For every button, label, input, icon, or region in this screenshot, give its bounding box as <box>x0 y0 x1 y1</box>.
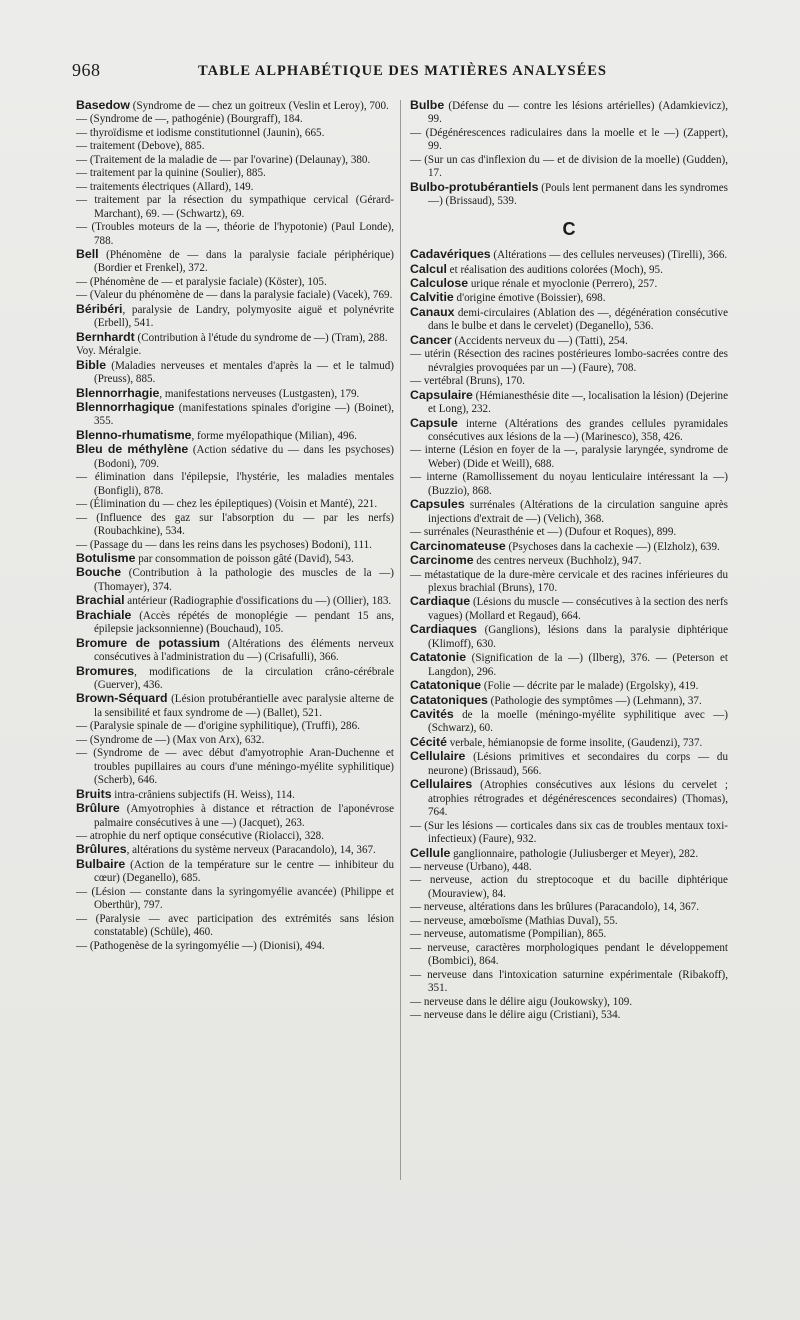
index-entry <box>76 734 394 747</box>
entry-text: de la moelle (méningo-myélite syphilitique avec —) (Schwarz), 60. <box>428 709 728 735</box>
index-entry <box>76 552 394 566</box>
entry-text: — (Paralysie — avec participation des extrémités sans lésion constatable) (Schüle), 460. <box>76 912 394 939</box>
right-column <box>410 99 728 1022</box>
entry-text: (Atrophies consécutives aux lésions du cervelet ; atrophies rétrogrades et dégénérescences secondaires) (Thomas), 764. <box>428 779 728 819</box>
index-entry <box>76 167 394 180</box>
index-entry <box>76 539 394 552</box>
entry-headword: Blennorrhagie <box>76 385 160 400</box>
index-entry <box>76 181 394 194</box>
entry-text: — nerveuse dans l'intoxication saturnine expérimentale (Ribakoff), 351. <box>410 968 728 995</box>
entry-text: (Lésions du muscle — consécutives à la section des nerfs vagues) (Mollard et Regaud), 664. <box>428 596 728 622</box>
index-entry <box>76 99 394 113</box>
index-entry <box>76 566 394 594</box>
entry-headword: Basedow <box>76 98 130 112</box>
index-entry <box>410 942 728 969</box>
entry-headword: Bulbe <box>410 98 445 112</box>
index-entry <box>410 291 728 305</box>
entry-text: — (Sur un cas d'inflexion du — et de division de la moelle) (Gudden), 17. <box>410 153 728 180</box>
entry-text: (Action de la température sur le centre — inhibiteur du cœur) (Deganello), 685. <box>94 858 394 885</box>
entry-text: — (Traitement de la maladie de — par l'ovarine) (Delaunay), 380. <box>76 153 371 166</box>
entry-text: (manifestations spinales d'origine —) (Boinet), 355. <box>94 401 394 428</box>
entry-text: — (Phénomène de — et paralysie faciale) (Köster), 105. <box>76 275 327 288</box>
entry-text: — (Passage du — dans les reins dans les psychoses) Bodoni), 111. <box>76 538 372 551</box>
entry-headword: Bouche <box>76 565 122 580</box>
entry-text: (Psychoses dans la cachexie —) (Elzholz), 639. <box>505 540 720 553</box>
entry-text: — nerveuse dans le délire aigu (Cristiani), 534. <box>410 1009 621 1021</box>
entry-headword: Capsule <box>410 415 458 430</box>
entry-text: verbale, hémianopsie de forme insolite, (Gaudenzi), 737. <box>446 736 703 749</box>
index-entry <box>410 778 728 819</box>
index-entry <box>410 154 728 181</box>
entry-text: — interne (Lésion en foyer de la —, paralysie laryngée, syndrome de Weber) (Dide et Weill), 688. <box>410 444 728 470</box>
entry-text: ganglionnaire, pathologie (Juliusberger et Meyer), 282. <box>450 847 699 860</box>
index-entry <box>76 289 394 302</box>
entry-headword: Bulbo-protubérantiels <box>410 179 539 194</box>
entry-text: — (Valeur du phénomène de — dans la paralysie faciale) (Vacek), 769. <box>76 289 393 302</box>
index-entry <box>76 913 394 940</box>
index-entry <box>76 248 394 276</box>
index-entry <box>76 127 394 140</box>
index-entry <box>76 830 394 843</box>
entry-text: — (Élimination du — chez les épileptiques) (Voisin et Manté), 221. <box>76 498 378 511</box>
index-entry <box>410 847 728 861</box>
entry-text: (Lésion protubérantielle avec paralysie alterne de la sensibilité et faux syndrome de —) (Ballet), 521. <box>94 693 394 719</box>
entry-text: — nerveuse, caractères morphologiques pendant le développement (Bombici), 864. <box>410 941 728 968</box>
index-entry <box>76 387 394 401</box>
entry-text: — vertébral (Bruns), 170. <box>410 375 525 388</box>
entry-headword: Cavités <box>410 707 454 722</box>
entry-text: urique rénale et myoclonie (Perrero), 257. <box>468 277 658 290</box>
index-entry <box>76 331 394 345</box>
index-entry <box>410 417 728 445</box>
entry-text: des centres nerveux (Buchholz), 947. <box>473 555 642 568</box>
index-entry <box>76 788 394 802</box>
index-entry <box>410 263 728 277</box>
entry-text: et réalisation des auditions colorées (Moch), 95. <box>446 263 663 276</box>
index-entry <box>410 679 728 693</box>
index-entry <box>410 651 728 679</box>
index-entry <box>76 471 394 498</box>
entry-text: demi-circulaires (Ablation des —, dégénération consécutive dans le bulbe et dans le cervelet) (Deganello), 536. <box>428 306 728 333</box>
entry-headword: Carcinome <box>410 553 474 568</box>
left-column <box>76 99 394 953</box>
entry-text: — (Influence des gaz sur l'absorption du — par les nerfs) (Roubachkine), 534. <box>76 511 394 538</box>
entry-headword: Cellule <box>410 845 451 860</box>
index-entry <box>410 750 728 778</box>
entry-headword: Brachiale <box>76 607 132 622</box>
entry-text: — (Sur les lésions — corticales dans six cas de troubles mentaux toxi-infectieux) (Faure), 932. <box>410 819 728 846</box>
entry-headword: Brachial <box>76 593 125 608</box>
entry-text: (Maladies nerveuses et mentales d'après la — et le talmud) (Preuss), 885. <box>94 359 394 386</box>
entry-headword: Cécité <box>410 734 447 749</box>
entry-headword: Brown-Séquard <box>76 691 168 706</box>
index-entry <box>410 554 728 568</box>
entry-text: , paralysie de Landry, polymyosite aiguë et polynévrite (Erbell), 541. <box>94 303 394 330</box>
entry-text: — nerveuse dans le délire aigu (Joukowsky), 109. <box>410 995 633 1008</box>
entry-text: — utérin (Résection des racines postérieures lombo-sacrées contre des névralgies provoquées par un —) (Faure), 708. <box>410 348 728 374</box>
index-entry <box>410 623 728 651</box>
index-entry <box>410 498 728 526</box>
entry-text: (Phénomène de — dans la paralysie faciale périphérique) (Bordier et Frenkel), 372. <box>94 248 394 275</box>
index-entry <box>410 874 728 901</box>
index-entry <box>410 127 728 154</box>
index-entry <box>76 692 394 720</box>
entry-text: intra-crâniens subjectifs (H. Weiss), 114. <box>111 788 295 801</box>
entry-text: interne (Altérations des grandes cellules pyramidales consécutives aux lésions de la —) (Marinesco), 358, 426. <box>428 417 728 443</box>
entry-text: — nerveuse, amœboïsme (Mathias Duval), 55. <box>410 914 618 927</box>
index-entry <box>410 861 728 874</box>
page-title: TABLE ALPHABÉTIQUE DES MATIÈRES ANALYSÉES <box>198 63 607 79</box>
index-entry <box>410 348 728 375</box>
entry-text: d'origine émotive (Boissier), 698. <box>453 292 606 305</box>
index-entry <box>410 915 728 928</box>
index-entry <box>76 802 394 830</box>
entry-text: — traitement par la résection du sympathique cervical (Gérard-Marchant), 69. — (Schwartz), 69. <box>76 194 394 220</box>
index-entry <box>410 708 728 736</box>
entry-headword: Bruits <box>76 786 112 801</box>
entry-text: — métastatique de la dure-mère cervicale et des racines inférieures du plexus brachial (Bruns), 170. <box>410 568 728 594</box>
entry-headword: Bromures <box>76 663 135 678</box>
index-entry <box>76 401 394 429</box>
entry-text: — nerveuse (Urbano), 448. <box>410 861 532 874</box>
entry-text: — (Troubles moteurs de la —, théorie de l'hypotonie) (Paul Londe), 788. <box>76 221 394 247</box>
index-entry <box>76 747 394 787</box>
entry-text: (Hémianesthésie dite —, localisation la lésion) (Dejerine et Long), 232. <box>428 389 728 416</box>
entry-text: (Pouls lent permanent dans les syndromes —) (Brissaud), 539. <box>428 181 728 208</box>
entry-text: (Lésions primitives et secondaires du corps — du neurone) (Brissaud), 566. <box>428 751 728 777</box>
index-entry <box>76 609 394 637</box>
entry-headword: Cellulaire <box>410 749 466 764</box>
index-entry <box>410 820 728 847</box>
index-entry <box>410 1009 728 1022</box>
entry-text: — nerveuse, automatisme (Pompilian), 865. <box>410 928 607 941</box>
index-entry <box>76 303 394 331</box>
index-entry <box>410 375 728 388</box>
entry-headword: Bell <box>76 246 99 261</box>
index-entry <box>76 194 394 221</box>
entry-text: — (Dégénérescences radiculaires dans la moelle et le —) (Zappert), 99. <box>410 126 728 153</box>
right-column-c-entries <box>410 248 728 1022</box>
entry-text: — traitement (Debove), 885. <box>76 140 205 153</box>
index-entry <box>410 969 728 996</box>
entry-headword: Béribéri <box>76 301 123 316</box>
entry-text: — traitement par la quinine (Soulier), 885. <box>76 167 266 180</box>
entry-text: — surrénales (Neurasthénie et —) (Dufour et Roques), 899. <box>410 526 677 539</box>
index-entry <box>410 526 728 539</box>
index-entry <box>410 277 728 291</box>
entry-text: (Folie — décrite par le malade) (Ergolsky), 419. <box>481 680 699 693</box>
entry-text: — (Lésion — constante dans la syringomyélie avancée) (Philippe et Oberthür), 797. <box>76 885 394 912</box>
entry-headword: Bible <box>76 357 107 372</box>
index-entry <box>410 569 728 596</box>
index-entry <box>410 306 728 334</box>
entry-headword: Calcul <box>410 261 447 276</box>
entry-headword: Bleu de méthylène <box>76 442 189 457</box>
index-entry <box>76 221 394 248</box>
entry-text: — traitements électriques (Allard), 149. <box>76 180 254 193</box>
index-entry <box>76 359 394 387</box>
index-entry <box>76 594 394 608</box>
entry-text: (Altérations des éléments nerveux consécutives à l'administration du —) (Crisafulli), 366. <box>94 637 394 664</box>
entry-headword: Blenno-rhumatisme <box>76 427 192 442</box>
entry-text: — nerveuse, altérations dans les brûlures (Paracandolo), 14, 367. <box>410 901 699 914</box>
entry-text: (Défense du — contre les lésions artérielles) (Adamkievicz), 99. <box>428 100 728 126</box>
index-entry <box>410 540 728 554</box>
index-entry <box>76 512 394 539</box>
entry-headword: Cardiaques <box>410 622 477 637</box>
entry-headword: Cellulaires <box>410 777 473 792</box>
index-entry <box>410 471 728 498</box>
index-entry <box>410 694 728 708</box>
index-entry <box>410 389 728 417</box>
index-entry <box>76 154 394 167</box>
index-entry <box>410 444 728 471</box>
index-entry <box>76 886 394 913</box>
entry-text: par consommation de poisson gâté (David), 543. <box>135 552 354 565</box>
entry-text: (Signification de la —) (Ilberg), 376. — (Peterson et Langdon), 296. <box>428 652 728 678</box>
entry-text: surrénales (Altérations de la circulation sanguine après injections d'extrait de —) (Velich), 368. <box>428 499 728 525</box>
entry-headword: Brûlures <box>76 842 127 857</box>
index-entry <box>76 498 394 511</box>
column-divider <box>400 100 401 1180</box>
index-entry <box>76 113 394 126</box>
entry-headword: Blennorrhagique <box>76 399 175 414</box>
section-letter: C <box>562 218 576 239</box>
entry-text: , altérations du système nerveux (Paracandolo), 14, 367. <box>126 844 376 857</box>
entry-text: — nerveuse, action du streptocoque et du bacille diphtérique (Mouraview), 84. <box>410 874 728 900</box>
right-column-b-entries <box>410 99 728 209</box>
index-entry <box>76 637 394 665</box>
entry-text: — (Pathogenèse de la syringomyélie —) (Dionisi), 494. <box>76 939 325 952</box>
index-entry <box>410 334 728 348</box>
entry-text: , manifestations nerveuses (Lustgasten), 179. <box>159 387 360 400</box>
entry-headword: Capsulaire <box>410 387 473 402</box>
entry-headword: Calculose <box>410 275 469 290</box>
entry-text: (Amyotrophies à distance et rétraction de l'aponévrose palmaire consécutives à une —) (Jacquet), 263. <box>94 803 394 829</box>
entry-text: (Ganglions), lésions dans la paralysie diphtérique (Klimoff), 630. <box>428 624 728 650</box>
entry-headword: Catatoniques <box>410 692 488 707</box>
entry-text: — élimination dans l'épilepsie, l'hystérie, les maladies mentales (Bonfigli), 878. <box>76 471 394 497</box>
entry-headword: Canaux <box>410 304 455 319</box>
index-entry <box>76 443 394 471</box>
entry-text: (Altérations — des cellules nerveuses) (Tirelli), 366. <box>490 249 728 262</box>
index-entry <box>76 940 394 953</box>
entry-text: (Contribution à la pathologie des muscles de la —) (Thomayer), 374. <box>94 567 394 593</box>
index-entry <box>76 140 394 153</box>
running-head <box>70 60 730 84</box>
index-entry <box>76 429 394 443</box>
entry-headword: Cancer <box>410 332 452 347</box>
entry-text: Voy. Méralgie. <box>76 345 142 358</box>
index-entry <box>410 181 728 209</box>
entry-text: , modifications de la circulation crâno-cérébrale (Guerver), 436. <box>94 665 394 692</box>
index-entry <box>76 843 394 857</box>
index-entry <box>76 665 394 693</box>
index-entry <box>410 928 728 941</box>
entry-text: — (Paralysie spinale de — d'origine syphilitique), (Truffi), 286. <box>76 720 360 733</box>
entry-text: (Pathologie des symptômes —) (Lehmann), 37. <box>487 694 702 707</box>
entry-text: (Accidents nerveux du —) (Tatti), 254. <box>451 334 628 347</box>
entry-text: (Accès répétés de monoplégie — pendant 15 ans, épilepsie jacksonnienne) (Bouchaud), 105. <box>94 609 394 636</box>
entry-headword: Capsules <box>410 497 465 512</box>
entry-headword: Cadavériques <box>410 247 491 262</box>
entry-headword: Bernhardt <box>76 329 135 344</box>
entry-text: — (Syndrome de —) (Max von Arx), 632. <box>76 733 265 746</box>
entry-headword: Catatonie <box>410 650 467 665</box>
index-entry <box>76 276 394 289</box>
page-number: 968 <box>72 60 101 80</box>
index-entry <box>410 99 728 127</box>
entry-text: , forme myélopathique (Milian), 496. <box>191 429 357 442</box>
index-entry <box>410 901 728 914</box>
entry-text: — atrophie du nerf optique consécutive (Riolacci), 328. <box>76 830 324 843</box>
index-entry <box>410 996 728 1009</box>
entry-headword: Calvitie <box>410 290 454 305</box>
entry-text: — (Syndrome de —, pathogénie) (Bourgraff), 184. <box>76 113 303 126</box>
index-entry <box>410 736 728 750</box>
index-entry <box>76 858 394 886</box>
entry-headword: Botulisme <box>76 550 136 565</box>
entry-text: (Contribution à l'étude du syndrome de —) (Tram), 288. <box>134 331 388 344</box>
entry-headword: Carcinomateuse <box>410 538 506 553</box>
index-entry <box>76 345 394 358</box>
entry-text: (Action sédative du — dans les psychoses) (Bodoni), 709. <box>94 444 394 470</box>
entry-text: — (Syndrome de — avec début d'amyotrophie Aran-Duchenne et troubles pupillaires au cours d'une méningo-myélite syphilitique) (Scherb), 646. <box>76 747 394 787</box>
entry-text: antérieur (Radiographie d'ossifications du —) (Ollier), 183. <box>124 595 392 608</box>
entry-headword: Catatonique <box>410 678 482 693</box>
entry-headword: Brûlure <box>76 801 120 816</box>
index-entry <box>410 248 728 262</box>
entry-headword: Cardiaque <box>410 594 471 609</box>
entry-text: (Syndrome de — chez un goitreux (Veslin et Leroy), 700. <box>130 100 389 112</box>
entry-headword: Bulbaire <box>76 856 126 871</box>
index-entry <box>76 720 394 733</box>
entry-text: — thyroïdisme et iodisme constitutionnel (Jaunin), 665. <box>76 126 325 139</box>
index-entry <box>410 595 728 623</box>
entry-headword: Bromure de potassium <box>76 635 220 650</box>
entry-text: — interne (Ramollissement du noyau lenticulaire intéressant la —) (Buzzio), 868. <box>410 471 728 497</box>
